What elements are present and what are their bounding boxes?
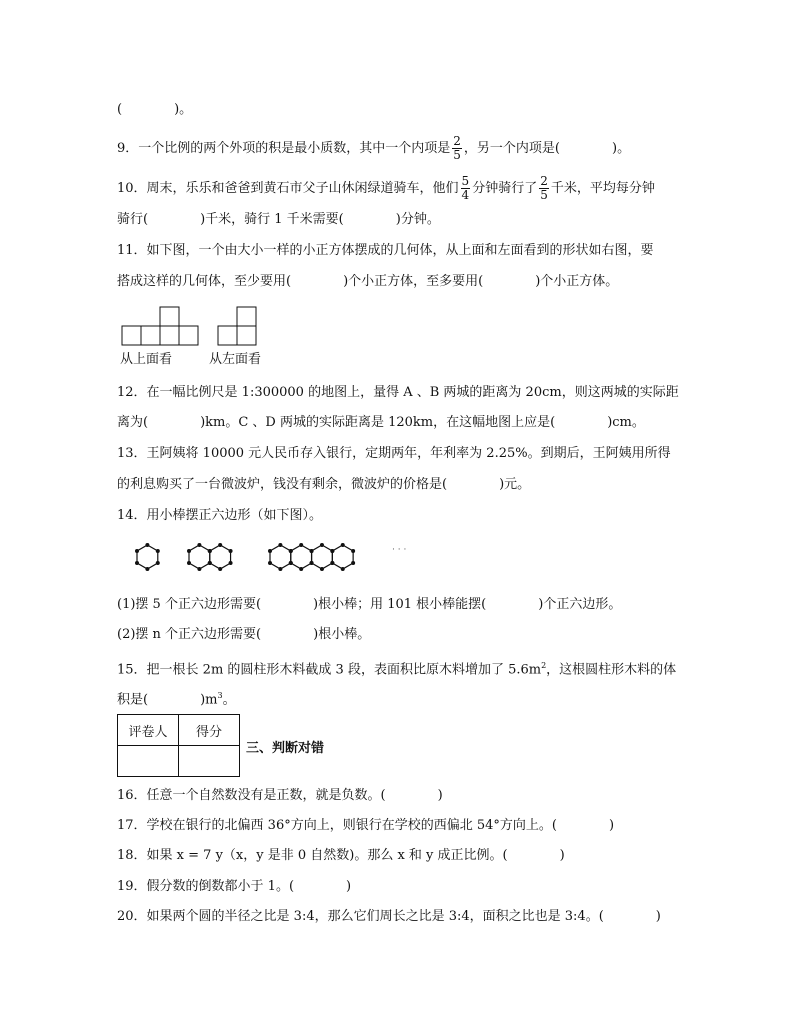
question-11: 11．如下图，一个由大小一样的小正方体摆成的几何体，从上面和左面看到的形状如右图，要 xyxy=(117,243,654,258)
line-prev-blank: ( )。 xyxy=(117,102,193,117)
stick-joint-dot xyxy=(208,561,212,565)
hexagon xyxy=(291,545,312,569)
stick-joint-dot xyxy=(135,561,139,565)
stick-joint-dot xyxy=(320,567,324,571)
fraction-2-5 xyxy=(452,135,462,162)
hexagon-pattern-figure xyxy=(125,535,375,579)
stick-joint-dot xyxy=(229,549,233,553)
question-13-cont: 的利息购买了一台微波炉，钱没有剩余，微波炉的价格是( )元。 xyxy=(117,477,531,492)
hexagon-chain xyxy=(187,543,233,571)
question-15 xyxy=(117,656,676,680)
stick-joint-dot xyxy=(156,561,160,565)
q15-sup: 2 xyxy=(541,661,547,670)
caption-top-view: 从上面看 xyxy=(120,352,173,367)
hexagon-chain xyxy=(135,543,160,571)
stick-joint-dot xyxy=(208,549,212,553)
stick-joint-dot xyxy=(351,561,355,565)
stick-joint-dot xyxy=(145,543,149,547)
stick-joint-dot xyxy=(135,549,139,553)
stick-joint-dot xyxy=(156,549,160,553)
question-20: 20．如果两个圆的半径之比是 3:4，那么它们周长之比是 3:4，面积之比也是 3:4。( ) xyxy=(117,909,661,924)
question-10-cont: 骑行( )千米，骑行 1 千米需要( )分钟。 xyxy=(117,212,440,227)
q15-text-a: 15．把一根长 2m 的圆柱形木料截成 3 段，表面积比原木料增加了 5.6m xyxy=(117,662,542,678)
stick-joint-dot xyxy=(289,561,293,565)
score-cell-score[interactable] xyxy=(179,746,240,777)
stick-joint-dot xyxy=(187,561,191,565)
question-12-cont: 离为( )km。C 、D 两城的实际距离是 120km，在这幅地图上应是( )cm。 xyxy=(117,415,645,430)
stick-joint-dot xyxy=(268,561,272,565)
hexagon xyxy=(210,545,231,569)
q9-text-b: ，另一个内项是( )。 xyxy=(463,141,631,156)
q9-text-a: 9．一个比例的两个外项的积是最小质数，其中一个内项是 xyxy=(117,141,451,156)
question-11-cont: 搭成这样的几何体，至少要用( )个小正方体，至多要用( )个小正方体。 xyxy=(117,274,619,289)
question-19: 19．假分数的倒数都小于 1。( ) xyxy=(117,879,352,894)
q15-text-b: ，这根圆柱形木料的体 xyxy=(546,662,677,678)
question-16: 16．任意一个自然数没有是正数，就是负数。( ) xyxy=(117,788,443,803)
score-header-grader: 评卷人 xyxy=(118,715,179,746)
stick-joint-dot xyxy=(145,567,149,571)
question-14-part-1: (1)摆 5 个正六边形需要( )根小棒；用 101 根小棒能摆( )个正六边形。 xyxy=(117,597,622,612)
stick-joint-dot xyxy=(218,567,222,571)
question-14: 14．用小棒摆正六边形（如下图）。 xyxy=(117,508,323,523)
hexagon xyxy=(270,545,291,569)
q10-text-a: 10．周末，乐乐和爸爸到黄石市父子山休闲绿道骑车，他们 xyxy=(117,181,459,196)
question-12: 12．在一幅比例尺是 1:300000 的地图上，量得 A 、B 两城的距离为 20cm，则这两城的实际距 xyxy=(117,385,679,400)
stick-joint-dot xyxy=(299,567,303,571)
stick-joint-dot xyxy=(278,567,282,571)
score-cell-grader[interactable] xyxy=(118,746,179,777)
q15b-text: 积是( )m xyxy=(117,692,218,708)
q10-text-b: 分钟骑行了 xyxy=(472,181,538,196)
q10-text-c: 千米，平均每分钟 xyxy=(550,181,655,196)
frac-num: 2 xyxy=(453,134,461,148)
stick-joint-dot xyxy=(218,543,222,547)
frac-den: 5 xyxy=(540,188,548,202)
question-17: 17．学校在银行的北偏西 36°方向上，则银行在学校的西偏北 54°方向上。( ) xyxy=(117,818,615,833)
stick-joint-dot xyxy=(278,543,282,547)
left-view-figure xyxy=(216,305,258,347)
hexagon-chain xyxy=(268,543,355,571)
fraction-2-5b xyxy=(539,175,549,202)
stick-joint-dot xyxy=(310,549,314,553)
score-table xyxy=(117,714,240,777)
question-10 xyxy=(117,175,655,202)
frac-num: 2 xyxy=(540,174,548,188)
question-14-part-2: (2)摆 n 个正六边形需要( )根小棒。 xyxy=(117,627,371,642)
hexagon xyxy=(312,545,333,569)
stick-joint-dot xyxy=(268,549,272,553)
stick-joint-dot xyxy=(197,567,201,571)
stick-joint-dot xyxy=(351,549,355,553)
stick-joint-dot xyxy=(330,561,334,565)
stick-joint-dot xyxy=(341,567,345,571)
caption-left-view: 从左面看 xyxy=(209,352,262,367)
hexagon xyxy=(189,545,210,569)
q15b-tail: 。 xyxy=(222,692,236,708)
score-header-score: 得分 xyxy=(179,715,240,746)
stick-joint-dot xyxy=(320,543,324,547)
q15b-sup: 3 xyxy=(217,691,223,700)
top-view-figure xyxy=(120,305,200,347)
continuation-dots: · · · xyxy=(392,545,407,555)
frac-num: 5 xyxy=(461,174,470,188)
stick-joint-dot xyxy=(229,561,233,565)
frac-den: 4 xyxy=(461,188,470,202)
question-18: 18．如果 x = 7 y（x，y 是非 0 自然数)。那么 x 和 y 成正比例。( ) xyxy=(117,848,565,863)
stick-joint-dot xyxy=(341,543,345,547)
frac-den: 5 xyxy=(453,148,461,162)
stick-joint-dot xyxy=(187,549,191,553)
question-9 xyxy=(117,135,630,162)
stick-joint-dot xyxy=(299,543,303,547)
hexagon xyxy=(137,545,158,569)
hexagon xyxy=(332,545,353,569)
section-title: 三、判断对错 xyxy=(246,741,325,756)
stick-joint-dot xyxy=(289,549,293,553)
fraction-5-4 xyxy=(461,175,471,202)
stick-joint-dot xyxy=(330,549,334,553)
stick-joint-dot xyxy=(310,561,314,565)
question-15-cont xyxy=(117,686,236,710)
stick-joint-dot xyxy=(197,543,201,547)
question-13: 13．王阿姨将 10000 元人民币存入银行，定期两年，年利率为 2.25%。到期后，王阿姨用所得 xyxy=(117,446,671,461)
